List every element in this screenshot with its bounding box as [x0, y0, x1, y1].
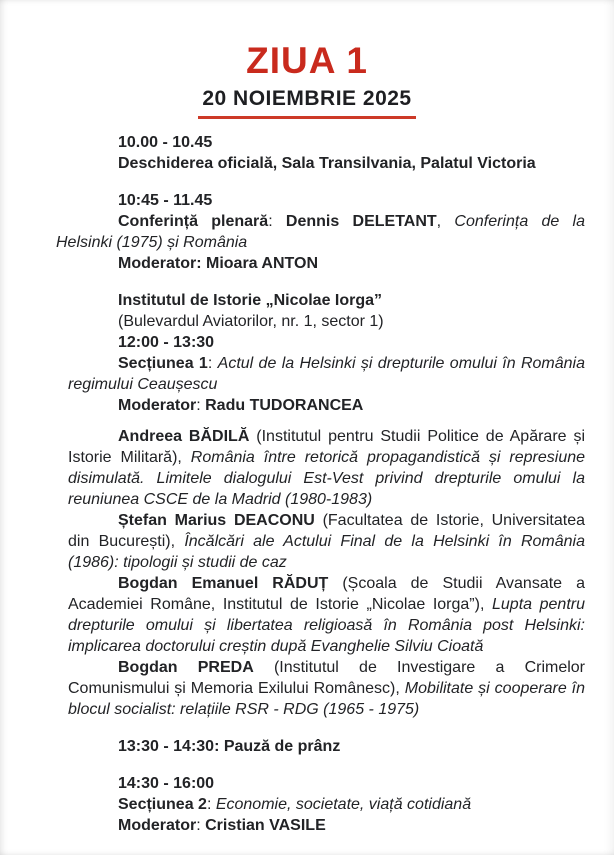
text-segment: Moderator [118, 817, 197, 834]
text-segment: Secțiunea 2 [118, 796, 207, 813]
program-paragraph [68, 736, 585, 757]
text-segment: 13:30 - 14:30: Pauză de prânz [118, 738, 341, 755]
text-segment: Conferința de la Helsinki (1975) și România [56, 213, 586, 251]
program-paragraph [56, 211, 585, 253]
text-segment: Andreea BĂDILĂ [118, 428, 250, 445]
text-segment: 10.00 - 10.45 [118, 134, 213, 151]
text-segment: : [207, 355, 218, 372]
text-segment: 14:30 - 16:00 [118, 775, 215, 792]
page-header [0, 0, 614, 119]
text-segment: (Institutul pentru Studii Politice de Apărare și Istorie Militară), [68, 428, 586, 466]
page-title: ZIUA 1 [246, 40, 368, 81]
program-paragraph [68, 353, 585, 395]
text-segment: (Institutul de Investigare a Crimelor Comunismului și Memoria Exilului Românesc), [68, 659, 586, 697]
text-segment: Moderator: Mioara ANTON [118, 255, 319, 272]
program-paragraph [68, 773, 585, 794]
text-segment: Lupta pentru drepturile omului și libertatea religioasă în România post Helsinki: implicarea doctorului creștin după Evanghelie Silviu Cioată [68, 596, 585, 655]
program-paragraph [68, 573, 585, 657]
text-segment: Deschiderea oficială, Sala Transilvania, Palatul Victoria [118, 155, 536, 172]
program-paragraph [68, 332, 585, 353]
text-segment: Conferință plenară [118, 213, 269, 230]
text-segment: (Bulevardul Aviatorilor, nr. 1, sector 1) [118, 313, 384, 330]
text-segment: Bogdan Emanuel RĂDUȚ [118, 575, 329, 592]
program-paragraph [68, 395, 585, 416]
text-segment: 10:45 - 11.45 [118, 192, 213, 209]
text-segment: Încălcări ale Actului Final de la Helsinki în România (1986): tipologii și studii de caz [68, 533, 585, 571]
page-date: 20 NOIEMBRIE 2025 [202, 87, 412, 110]
text-segment: : [196, 817, 206, 834]
program-paragraph [68, 253, 585, 274]
text-segment: (Școala de Studii Avansate a Academiei Române, Institutul de Istorie „Nicolae Iorga”), [68, 575, 586, 613]
text-segment: Institutul de Istorie „Nicolae Iorga” [118, 292, 383, 309]
text-segment: Bogdan PREDA [118, 659, 254, 676]
program-paragraph [68, 815, 585, 836]
text-segment: Economie, societate, viață cotidiană [215, 796, 472, 813]
program-paragraph [68, 290, 585, 311]
program-paragraph [68, 311, 585, 332]
text-segment: : [268, 213, 286, 230]
program-paragraph [68, 190, 585, 211]
text-segment: 12:00 - 13:30 [118, 334, 215, 351]
text-segment: : [196, 397, 206, 414]
text-segment: : [206, 796, 216, 813]
text-segment: Cristian VASILE [205, 817, 326, 834]
text-segment: Moderator [118, 397, 197, 414]
text-segment: , [436, 213, 455, 230]
text-segment: (Facultatea de Istorie, Universitatea din București), [68, 512, 585, 550]
text-segment: Dennis DELETANT [285, 213, 437, 230]
program-paragraph [68, 426, 585, 510]
text-segment: Mobilitate și cooperare în blocul socialist: relațiile RSR - RDG (1965 - 1975) [68, 680, 585, 718]
text-segment: România între retorică propagandistică și represiune disimulată. Limitele dialogului Est-Vest privind drepturile omului la reuniunea CSCE de la Madrid (1980-1983) [68, 449, 586, 508]
program-paragraph [68, 132, 585, 153]
program-content [0, 119, 614, 836]
text-segment: Actul de la Helsinki și drepturile omului în România regimului Ceaușescu [68, 355, 586, 393]
program-paragraph [68, 794, 585, 815]
text-segment: Ștefan Marius DEACONU [118, 512, 315, 529]
text-segment: Radu TUDORANCEA [205, 397, 364, 414]
program-paragraph [68, 153, 585, 174]
program-paragraph [68, 657, 585, 720]
program-paragraph [68, 510, 585, 573]
text-segment: Secțiunea 1 [118, 355, 208, 372]
